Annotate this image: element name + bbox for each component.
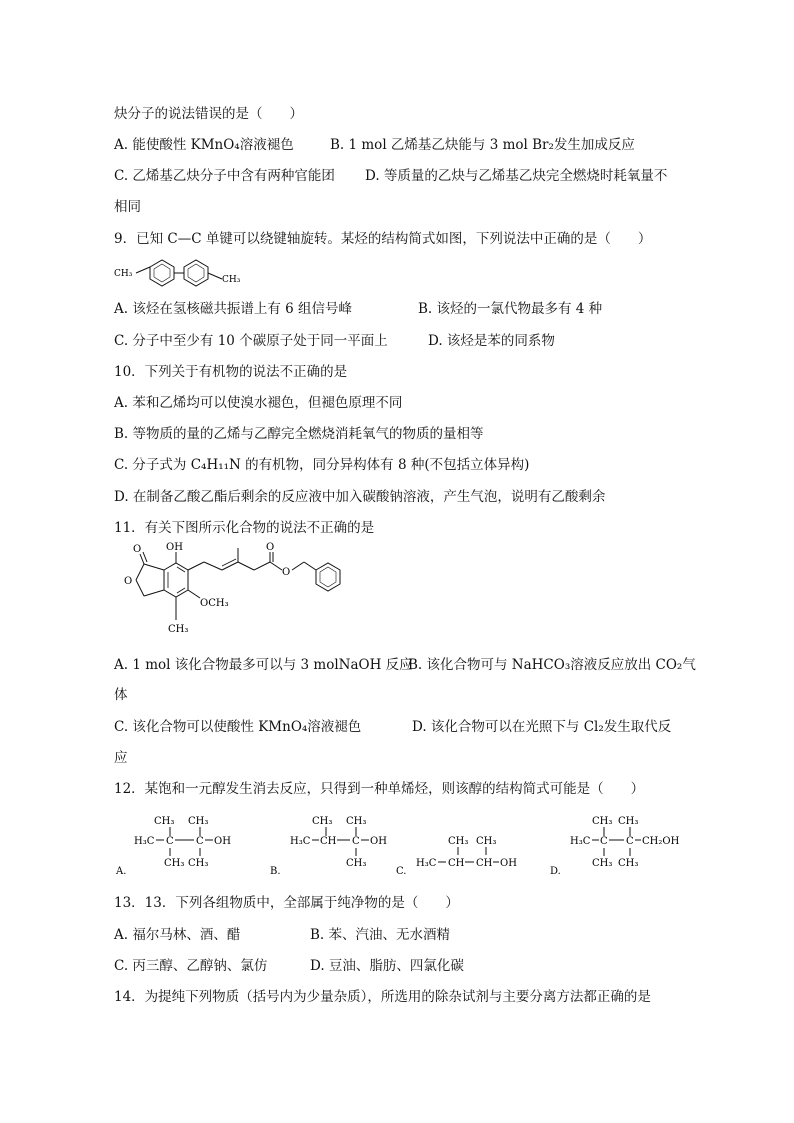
q13-option-d: D. 豆油、脂肪、四氯化碳 [310, 958, 464, 974]
q12-c-ch2: CH [476, 858, 493, 869]
q12-option-d-label: D. [550, 866, 561, 877]
q8-stem: 炔分子的说法错误的是（ ） [114, 106, 303, 122]
q12-a-ch3-top-right: CH₃ [188, 816, 209, 827]
q12-option-c-label: C. [396, 866, 407, 877]
q9-struct-right-label: CH₃ [222, 275, 241, 285]
q12-d-h3c: H₃C [570, 836, 591, 847]
q12-d-ch3-bottom-left: CH₃ [592, 858, 613, 869]
q8-option-b: B. 1 mol 乙烯基乙炔能与 3 mol Br₂发生加成反应 [330, 137, 635, 153]
q11-carbonyl-o-label: O [133, 544, 142, 555]
q12-d-ch3-top-left: CH₃ [592, 816, 613, 827]
q11-option-a: A. 1 mol 该化合物最多可以与 3 molNaOH 反应 [114, 657, 413, 673]
q11-option-d-cont: 应 [114, 750, 128, 766]
q12-b-ch: CH [320, 836, 337, 847]
q9-option-a: A. 该烃在氢核磁共振谱上有 6 组信号峰 [114, 301, 353, 317]
q8-option-a: A. 能使酸性 KMnO₄溶液褪色 [114, 137, 294, 153]
q11-compound-structure [114, 540, 364, 645]
q12-a-h3c: H₃C [134, 836, 155, 847]
q10-option-c: C. 分子式为 C₄H₁₁N 的有机物，同分异构体有 8 种(不包括立体异构) [114, 457, 530, 473]
q12-d-ch2oh: CH₂OH [642, 836, 680, 847]
q11-option-c: C. 该化合物可以使酸性 KMnO₄溶液褪色 [114, 719, 362, 735]
q12-d-c1: C [600, 836, 608, 847]
q9-struct-left-label: CH₃ [114, 269, 133, 279]
q12-c-ch3-top-right: CH₃ [476, 836, 497, 847]
q8-option-c: C. 乙烯基乙炔分子中含有两种官能团 [114, 168, 335, 184]
q12-d-ch3-bottom-right: CH₃ [618, 858, 639, 869]
q13-option-c: C. 丙三醇、乙醇钠、氯仿 [114, 958, 268, 974]
q12-b-h3c: H₃C [290, 836, 311, 847]
q11-ring-o-label: O [124, 576, 133, 587]
q12-option-b-label: B. [270, 866, 281, 877]
q14-stem: 14．为提纯下列物质（括号内为少量杂质），所选用的除杂试剂与主要分离方法都正确的是 [114, 989, 651, 1005]
q13-stem: 13．13．下列各组物质中，全部属于纯净物的是（ ） [114, 895, 459, 911]
q9-option-b: B. 该烃的一氯代物最多有 4 种 [418, 301, 603, 317]
q11-oh-label: OH [166, 542, 183, 553]
q11-och3-label: OCH₃ [200, 598, 229, 609]
q10-option-b: B. 等物质的量的乙烯与乙醇完全燃烧消耗氧气的物质的量相等 [114, 426, 484, 442]
q11-option-b: B. 该化合物可与 NaHCO₃溶液反应放出 CO₂气 [408, 657, 696, 673]
q12-a-c1: C [166, 836, 174, 847]
q8-option-d: D. 等质量的乙炔与乙烯基乙炔完全燃烧时耗氧量不 [365, 168, 668, 184]
q11-option-b-cont: 体 [114, 687, 128, 703]
q12-a-oh: OH [214, 836, 231, 847]
q10-option-d: D. 在制备乙酸乙酯后剩余的反应液中加入碳酸钠溶液，产生气泡，说明有乙酸剩余 [114, 489, 606, 505]
q12-c-h3c: H₃C [416, 858, 437, 869]
q12-d-c2: C [626, 836, 634, 847]
q11-stem: 11．有关下图所示化合物的说法不正确的是 [114, 520, 375, 536]
q10-stem: 10．下列关于有机物的说法不正确的是 [114, 364, 348, 380]
q12-a-c2: C [196, 836, 204, 847]
q12-a-ch3-top-left: CH₃ [154, 816, 175, 827]
q12-b-oh: OH [370, 836, 387, 847]
q9-option-c: C. 分子中至少有 10 个碳原子处于同一平面上 [114, 333, 388, 349]
q12-a-ch3-bottom-right: CH₃ [188, 858, 209, 869]
q9-biphenyl-structure [114, 252, 254, 290]
q10-option-a: A. 苯和乙烯均可以使溴水褪色，但褪色原理不同 [114, 395, 403, 411]
q11-ch3-label: CH₃ [168, 624, 189, 635]
q13-option-b: B. 苯、汽油、无水酒精 [310, 927, 451, 943]
q9-option-d: D. 该烃是苯的同系物 [428, 333, 555, 349]
q12-b-c: C [352, 836, 360, 847]
q13-option-a: A. 福尔马林、酒、醋 [114, 927, 241, 943]
q12-d-ch3-top-right: CH₃ [618, 816, 639, 827]
q9-stem: 9．已知 C—C 单键可以绕键轴旋转。某烃的结构简式如图，下列说法中正确的是（ ） [114, 231, 652, 247]
q12-b-ch3-top-left: CH₃ [312, 816, 333, 827]
q12-b-ch3-top-right: CH₃ [346, 816, 367, 827]
q11-ester-carbonyl-o-label: O [266, 542, 275, 553]
q12-c-ch1: CH [448, 858, 465, 869]
q12-option-a-label: A. [116, 866, 127, 877]
q8-option-d-cont: 相同 [114, 199, 141, 215]
q12-c-oh: OH [500, 858, 517, 869]
q12-b-ch3-bottom: CH₃ [346, 858, 367, 869]
q12-structures [114, 808, 684, 880]
q12-stem: 12．某饱和一元醇发生消去反应，只得到一种单烯烃，则该醇的结构简式可能是（ ） [114, 781, 645, 797]
q11-option-d: D. 该化合物可以在光照下与 Cl₂发生取代反 [412, 719, 672, 735]
q12-c-ch3-top-left: CH₃ [448, 836, 469, 847]
q12-a-ch3-bottom-left: CH₃ [164, 858, 185, 869]
q11-ester-o-label: O [282, 567, 291, 578]
